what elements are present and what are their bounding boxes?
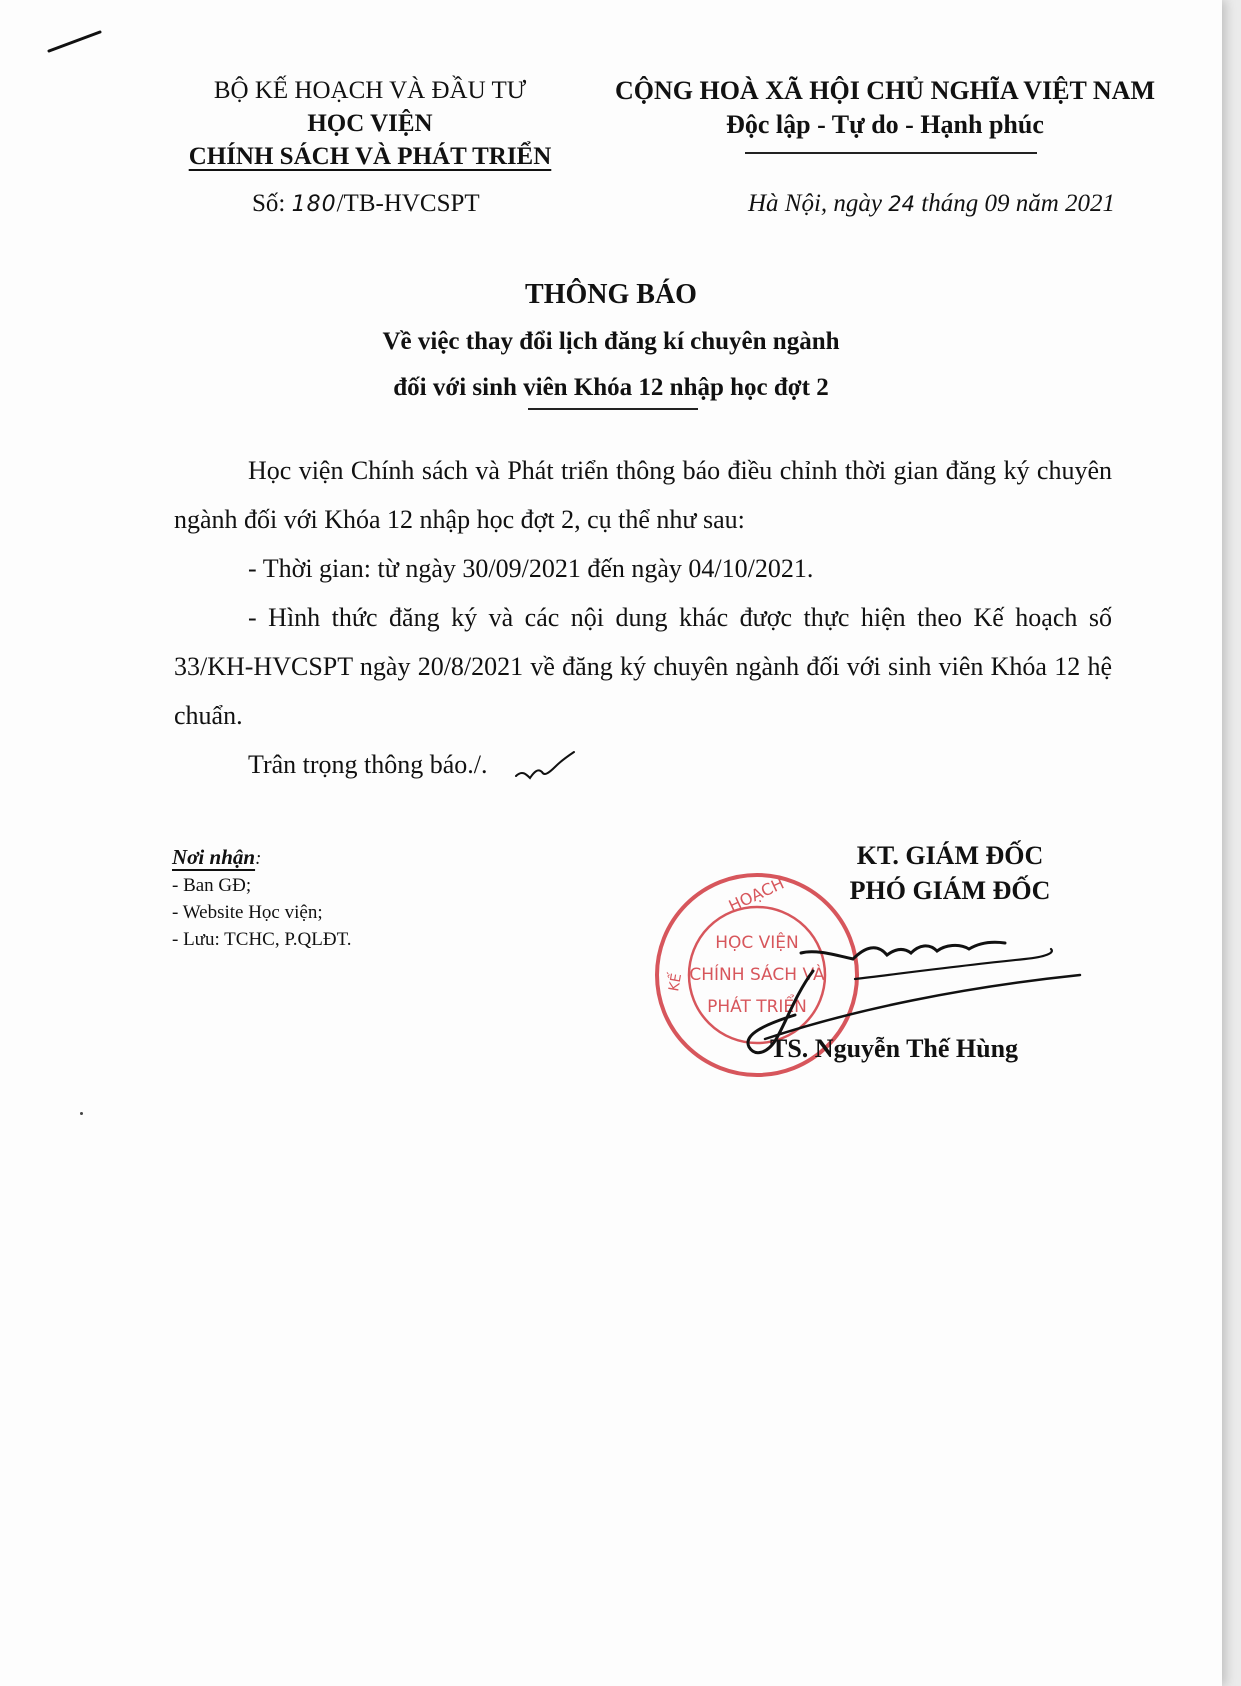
recipient-item: - Lưu: TCHC, P.QLĐT. [172,929,352,950]
issue-date: Hà Nội, ngày 24 tháng 09 năm 2021 [747,190,1115,217]
handwritten-day: 24 [888,192,915,216]
title-underline [528,408,698,410]
ministry-name: BỘ KẾ HOẠCH VÀ ĐẦU TƯ [213,77,527,104]
signer-name: TS. Nguyễn Thế Hùng [770,1034,1019,1063]
seal-inner-line: HỌC VIỆN [715,933,799,953]
intro-paragraph: Học viện Chính sách và Phát triển thông báo điều chỉnh thời gian đăng ký chuyên ngành đối với Khóa 12 nhập học đợt 2, cụ thể như sau: [174,456,1112,534]
national-motto: Độc lập - Tự do - Hạnh phúc [726,110,1044,139]
document-subtitle-line1: Về việc thay đổi lịch đăng kí chuyên ngành [382,328,840,355]
time-paragraph: - Thời gian: từ ngày 30/09/2021 đến ngày 04/10/2021. [248,554,814,583]
institute-name-line1: HỌC VIỆN [307,110,433,137]
paper-speck [80,1112,83,1115]
document-number: Số: 180/TB-HVCSPT [252,190,480,217]
signature-title-1: KT. GIÁM ĐỐC [856,841,1044,870]
seal-outer-text-left: KẾ [666,972,686,993]
motto-underline [745,152,1037,154]
national-heading [585,74,1185,142]
institute-name-line2: CHÍNH SÁCH VÀ PHÁT TRIỂN [188,143,552,170]
pen-mark [45,26,105,56]
form-paragraph: - Hình thức đăng ký và các nội dung khác được thực hiện theo Kế hoạch số 33/KH-HVCSPT ngày 20/8/2021 về đăng ký chuyên ngành đối với sinh viên Khóa 12 hệ chuẩn. [174,603,1112,730]
recipient-item: - Website Học viện; [172,902,323,923]
seal-outer-text-top: HOẠCH [725,873,787,916]
seal-inner-line: PHÁT TRIỂN [707,997,807,1017]
signature-title-2: PHÓ GIÁM ĐỐC [849,876,1051,905]
closing-paragraph: Trân trọng thông báo./. [248,750,488,779]
country-name: CỘNG HOÀ XÃ HỘI CHỦ NGHĨA VIỆT NAM [614,76,1156,105]
document-subtitle-line2: đối với sinh viên Khóa 12 nhập học đợt 2 [393,374,829,401]
issuer-block [160,74,580,173]
initials-mark [512,748,582,784]
recipient-item: - Ban GĐ; [172,875,252,896]
recipients-title: Nơi nhận [172,845,256,869]
handwritten-number: 180 [291,192,337,217]
seal-inner-line: CHÍNH SÁCH VÀ [689,965,825,985]
recipients-block: Nơi nhận: - Ban GĐ; - Website Học viện; - Lưu: TCHC, P.QLĐT. [172,844,352,953]
document-body [174,446,1112,789]
document-title: THÔNG BÁO [525,279,697,310]
